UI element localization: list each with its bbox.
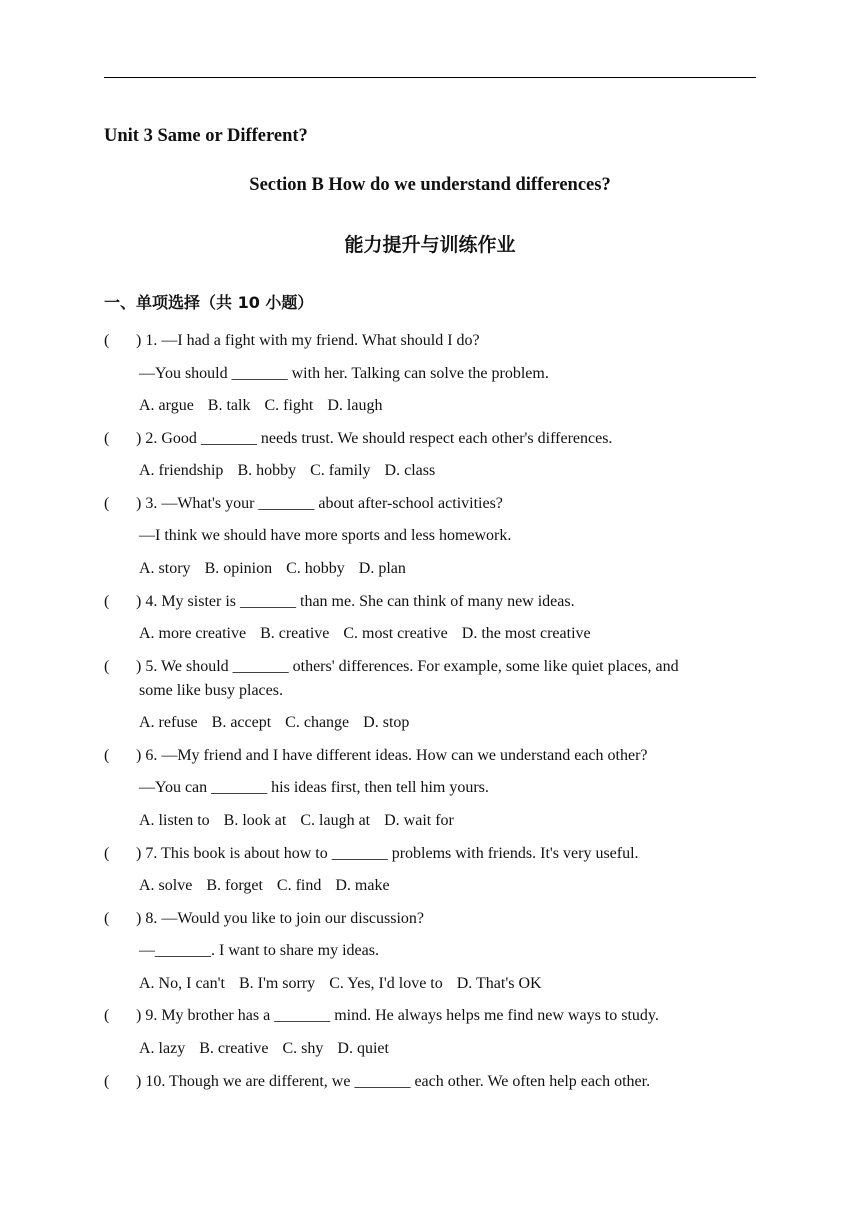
option-a[interactable]: A. more creative (139, 625, 247, 642)
option-a[interactable]: A. story (139, 560, 191, 577)
question-3-stem: ( ) 3. —What's your _______ about after-school activities? (104, 492, 503, 515)
question-10-stem: ( ) 10. Though we are different, we _______ each other. We often help each other. (104, 1070, 650, 1093)
option-b[interactable]: B. hobby (237, 462, 297, 479)
section-title: Section B How do we understand differences? (249, 175, 611, 195)
question-2-options (139, 459, 449, 482)
option-a[interactable]: A. listen to (139, 812, 210, 829)
unit-title: Unit 3 Same or Different? (104, 126, 308, 146)
answer-blank[interactable]: ( (104, 430, 110, 447)
option-c[interactable]: C. change (285, 714, 350, 731)
option-d[interactable]: D. wait for (384, 812, 454, 829)
option-a[interactable]: A. argue (139, 397, 194, 414)
option-d[interactable]: D. quiet (337, 1040, 389, 1057)
question-1-stem: ( ) 1. —I had a fight with my friend. What should I do? (104, 329, 480, 352)
option-c[interactable]: C. laugh at (300, 812, 371, 829)
question-9-stem: ( ) 9. My brother has a _______ mind. He always helps me find new ways to study. (104, 1004, 659, 1027)
option-c[interactable]: C. find (276, 877, 322, 894)
option-d[interactable]: D. plan (358, 560, 406, 577)
option-b[interactable]: B. talk (207, 397, 251, 414)
question-7-options (139, 874, 404, 897)
option-c[interactable]: C. hobby (286, 560, 345, 577)
question-3-response: —I think we should have more sports and less homework. (139, 527, 512, 544)
question-1-response: —You should _______ with her. Talking can solve the problem. (139, 365, 549, 382)
option-c[interactable]: C. fight (264, 397, 314, 414)
option-b[interactable]: B. opinion (204, 560, 273, 577)
question-8-response: —_______. I want to share my ideas. (139, 942, 379, 959)
answer-blank[interactable]: ( (104, 332, 110, 349)
option-c[interactable]: C. most creative (343, 625, 448, 642)
option-c[interactable]: C. Yes, I'd love to (329, 975, 443, 992)
question-8-stem: ( ) 8. —Would you like to join our discussion? (104, 907, 424, 930)
option-a[interactable]: A. friendship (139, 462, 224, 479)
option-d[interactable]: D. That's OK (456, 975, 542, 992)
option-a[interactable]: A. No, I can't (139, 975, 225, 992)
option-b[interactable]: B. creative (199, 1040, 269, 1057)
question-3-options (139, 557, 420, 580)
question-6-options (139, 809, 468, 832)
part-heading: 一、单项选择（共 10 小题） (104, 293, 314, 312)
option-a[interactable]: A. solve (139, 877, 193, 894)
option-b[interactable]: B. forget (206, 877, 263, 894)
option-c[interactable]: C. shy (282, 1040, 324, 1057)
question-5-stem-continued: some like busy places. (139, 682, 283, 699)
question-9-options (139, 1037, 403, 1060)
option-d[interactable]: D. stop (363, 714, 410, 731)
question-2-stem: ( ) 2. Good _______ needs trust. We should respect each other's differences. (104, 427, 612, 450)
option-b[interactable]: B. look at (223, 812, 287, 829)
answer-blank[interactable]: ( (104, 495, 110, 512)
question-5-options (139, 711, 423, 734)
option-d[interactable]: D. class (384, 462, 436, 479)
option-a[interactable]: A. refuse (139, 714, 198, 731)
answer-blank[interactable]: ( (104, 658, 110, 675)
option-d[interactable]: D. make (335, 877, 390, 894)
question-6-response: —You can _______ his ideas first, then tell him yours. (139, 779, 489, 796)
answer-blank[interactable]: ( (104, 845, 110, 862)
question-4-options (139, 622, 605, 645)
answer-blank[interactable]: ( (104, 1073, 110, 1090)
option-c[interactable]: C. family (310, 462, 371, 479)
question-7-stem: ( ) 7. This book is about how to _______ problems with friends. It's very useful. (104, 842, 639, 865)
question-1-options (139, 394, 396, 417)
answer-blank[interactable]: ( (104, 910, 110, 927)
option-d[interactable]: D. laugh (327, 397, 383, 414)
answer-blank[interactable]: ( (104, 1007, 110, 1024)
question-5-stem: ( ) 5. We should _______ others' differences. For example, some like quiet places, and (104, 655, 679, 678)
question-4-stem: ( ) 4. My sister is _______ than me. She can think of many new ideas. (104, 590, 575, 613)
option-d[interactable]: D. the most creative (461, 625, 591, 642)
question-6-stem: ( ) 6. —My friend and I have different ideas. How can we understand each other? (104, 744, 648, 767)
option-b[interactable]: B. accept (211, 714, 272, 731)
option-b[interactable]: B. I'm sorry (238, 975, 316, 992)
question-8-options (139, 972, 556, 995)
answer-blank[interactable]: ( (104, 593, 110, 610)
homework-title: 能力提升与训练作业 (344, 234, 516, 256)
option-b[interactable]: B. creative (260, 625, 330, 642)
header-rule (104, 77, 756, 78)
option-a[interactable]: A. lazy (139, 1040, 186, 1057)
answer-blank[interactable]: ( (104, 747, 110, 764)
